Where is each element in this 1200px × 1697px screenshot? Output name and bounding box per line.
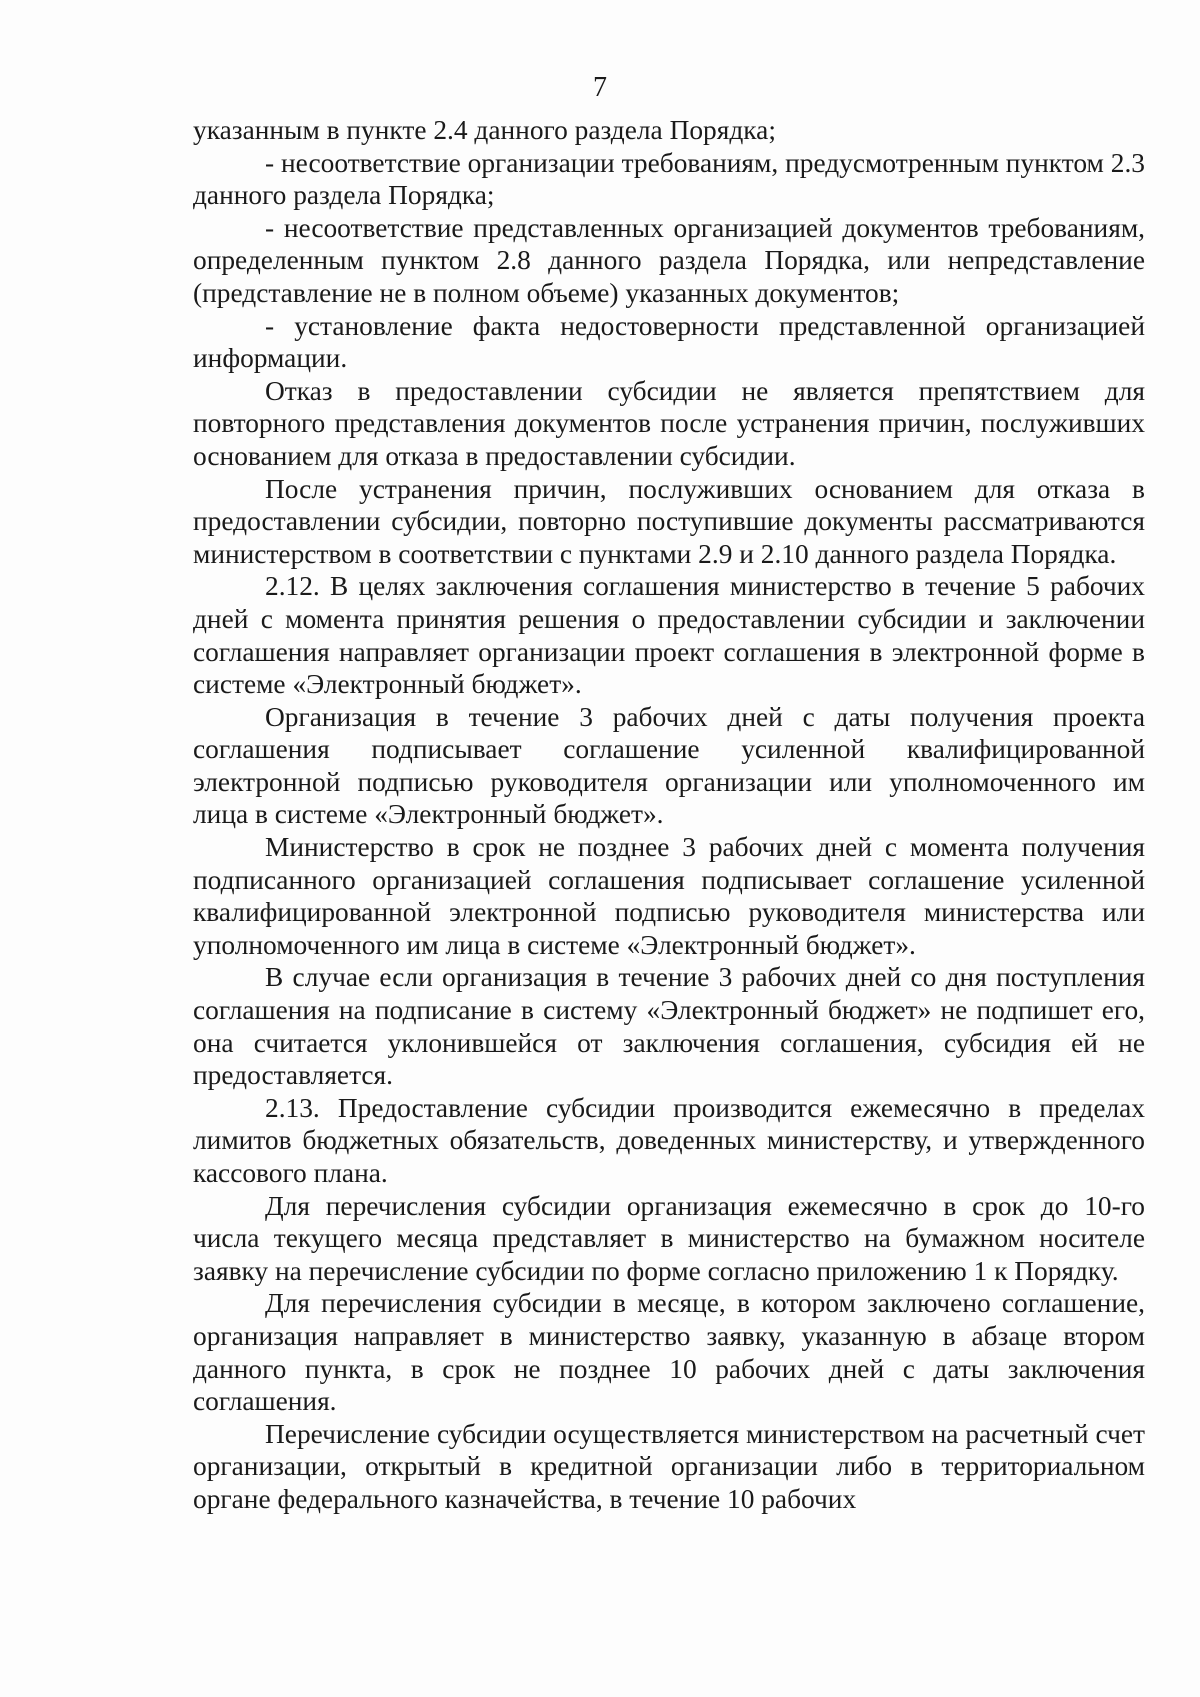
paragraph: - установление факта недостоверности представленной организацией информации. bbox=[193, 310, 1145, 374]
paragraph: - несоответствие организации требованиям, предусмотренным пунктом 2.3 данного раздела Порядка; bbox=[193, 147, 1145, 211]
paragraph: Для перечисления субсидии в месяце, в котором заключено соглашение, организация направляет в министерство заявку, указанную в абзаце втором данного пункта, в срок не позднее 10 рабочих дней с даты заключения соглашения. bbox=[193, 1288, 1145, 1417]
document-body bbox=[193, 114, 1145, 1516]
paragraph: Перечисление субсидии осуществляется министерством на расчетный счет организации, открытый в кредитной организации либо в территориальном органе федерального казначейства, в течение 10 рабочих bbox=[193, 1418, 1145, 1514]
paragraph: Организация в течение 3 рабочих дней с даты получения проекта соглашения подписывает соглашение усиленной квалифицированной электронной подписью руководителя организации или уполномоченного им лица в системе «Электронный бюджет». bbox=[193, 701, 1145, 830]
paragraph: В случае если организация в течение 3 рабочих дней со дня поступления соглашения на подписание в систему «Электронный бюджет» не подпишет его, она считается уклонившейся от заключения соглашения, субсидия ей не предоставляется. bbox=[193, 962, 1145, 1091]
paragraph: Министерство в срок не позднее 3 рабочих дней с момента получения подписанного организацией соглашения подписывает соглашение усиленной квалифицированной электронной подписью руководителя министерства или уполномоченного им лица в системе «Электронный бюджет». bbox=[193, 832, 1145, 960]
paragraph: Отказ в предоставлении субсидии не является препятствием для повторного представления документов после устранения причин, послуживших основанием для отказа в предоставлении субсидии. bbox=[193, 375, 1145, 471]
paragraph: После устранения причин, послуживших основанием для отказа в предоставлении субсидии, повторно поступившие документы рассматриваются министерством в соответствии с пунктами 2.9 и 2.10 данного раздела Порядка. bbox=[193, 473, 1145, 569]
paragraph: Для перечисления субсидии организация ежемесячно в срок до 10-го числа текущего месяца представляет в министерство на бумажном носителе заявку на перечисление субсидии по форме согласно приложению 1 к Порядку. bbox=[193, 1190, 1145, 1286]
page-number: 7 bbox=[593, 72, 607, 103]
paragraph: 2.12. В целях заключения соглашения министерство в течение 5 рабочих дней с момента принятия решения о предоставлении субсидии и заключении соглашения направляет организации проект соглашения в электронной форме в системе «Электронный бюджет». bbox=[193, 571, 1145, 700]
paragraph: - несоответствие представленных организацией документов требованиям, определенным пунктом 2.8 данного раздела Порядка, или непредставление (представление не в полном объеме) указанных документов; bbox=[193, 212, 1145, 308]
paragraph: 2.13. Предоставление субсидии производится ежемесячно в пределах лимитов бюджетных обязательств, доведенных министерству, и утвержденного кассового плана. bbox=[193, 1092, 1145, 1188]
paragraph: указанным в пункте 2.4 данного раздела Порядка; bbox=[193, 115, 776, 145]
